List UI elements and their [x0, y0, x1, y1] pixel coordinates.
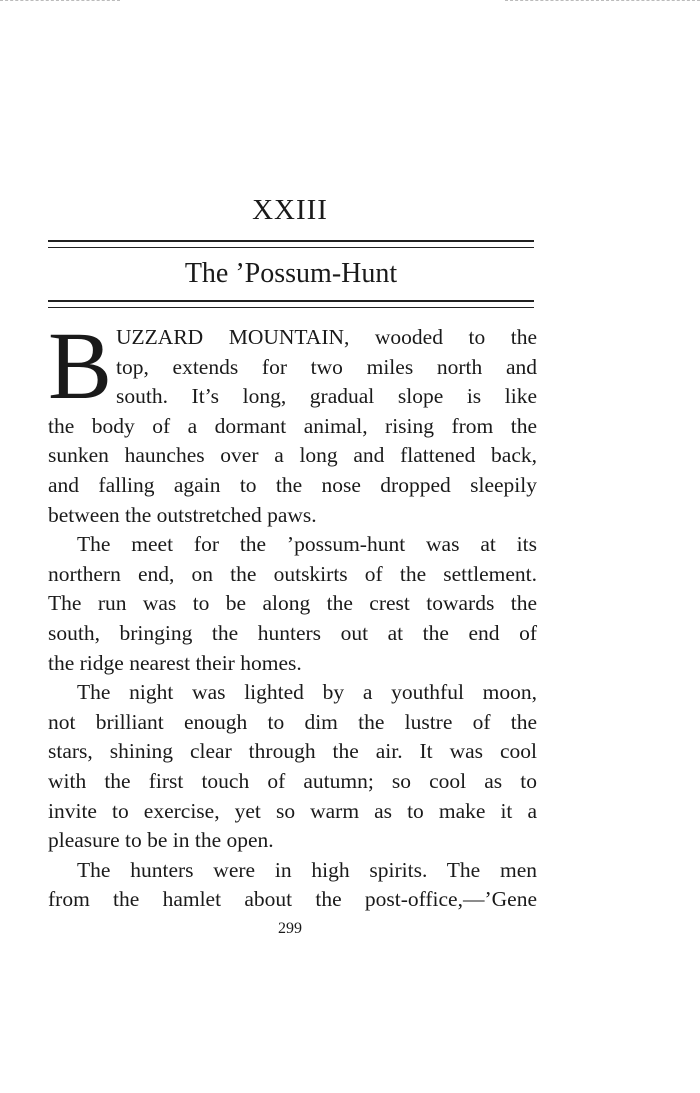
text-line: The night was lighted by a youthful moon, [77, 680, 537, 705]
text-line: invite to exercise, yet so warm as to make it a [48, 798, 537, 823]
chapter-title: The ’Possum-Hunt [184, 258, 398, 289]
text-line: The hunters were in high spirits. The men [77, 857, 537, 882]
text-line: not brilliant enough to dim the lustre of the [48, 709, 537, 734]
text-line: south. It’s long, gradual slope is like [116, 384, 537, 409]
text-line: sunken haunches over a long and flattened back, [48, 443, 537, 468]
scan-artifact [0, 0, 120, 4]
text-line: with the first touch of autumn; so cool as to [48, 768, 537, 793]
text-line: and falling again to the nose dropped sleepily [48, 472, 537, 497]
text-line: The meet for the ’possum-hunt was at its [77, 532, 537, 557]
scan-artifact [505, 0, 700, 4]
text-line: the ridge nearest their homes. [48, 650, 302, 675]
text-line: south, bringing the hunters out at the end of [48, 620, 537, 645]
text-line: stars, shining clear through the air. It was cool [48, 739, 537, 764]
text-line: UZZARD MOUNTAIN, wooded to the [116, 325, 537, 349]
title-rule-bottom [48, 300, 534, 308]
text-line: the body of a dormant animal, rising from the [48, 413, 537, 438]
text-line: between the outstretched paws. [48, 502, 317, 527]
text-line: from the hamlet about the post-office,—’Gene [48, 887, 537, 912]
chapter-number: XXIII [252, 194, 328, 226]
body-text [48, 312, 537, 915]
drop-cap: B [48, 312, 113, 419]
title-rule-top [48, 240, 534, 248]
text-line: pleasure to be in the open. [48, 828, 274, 853]
text-line: top, extends for two miles north and [116, 354, 537, 379]
text-line: northern end, on the outskirts of the settlement. [48, 561, 537, 586]
page-number: 299 [278, 920, 302, 937]
text-line: The run was to be along the crest towards the [48, 591, 537, 616]
